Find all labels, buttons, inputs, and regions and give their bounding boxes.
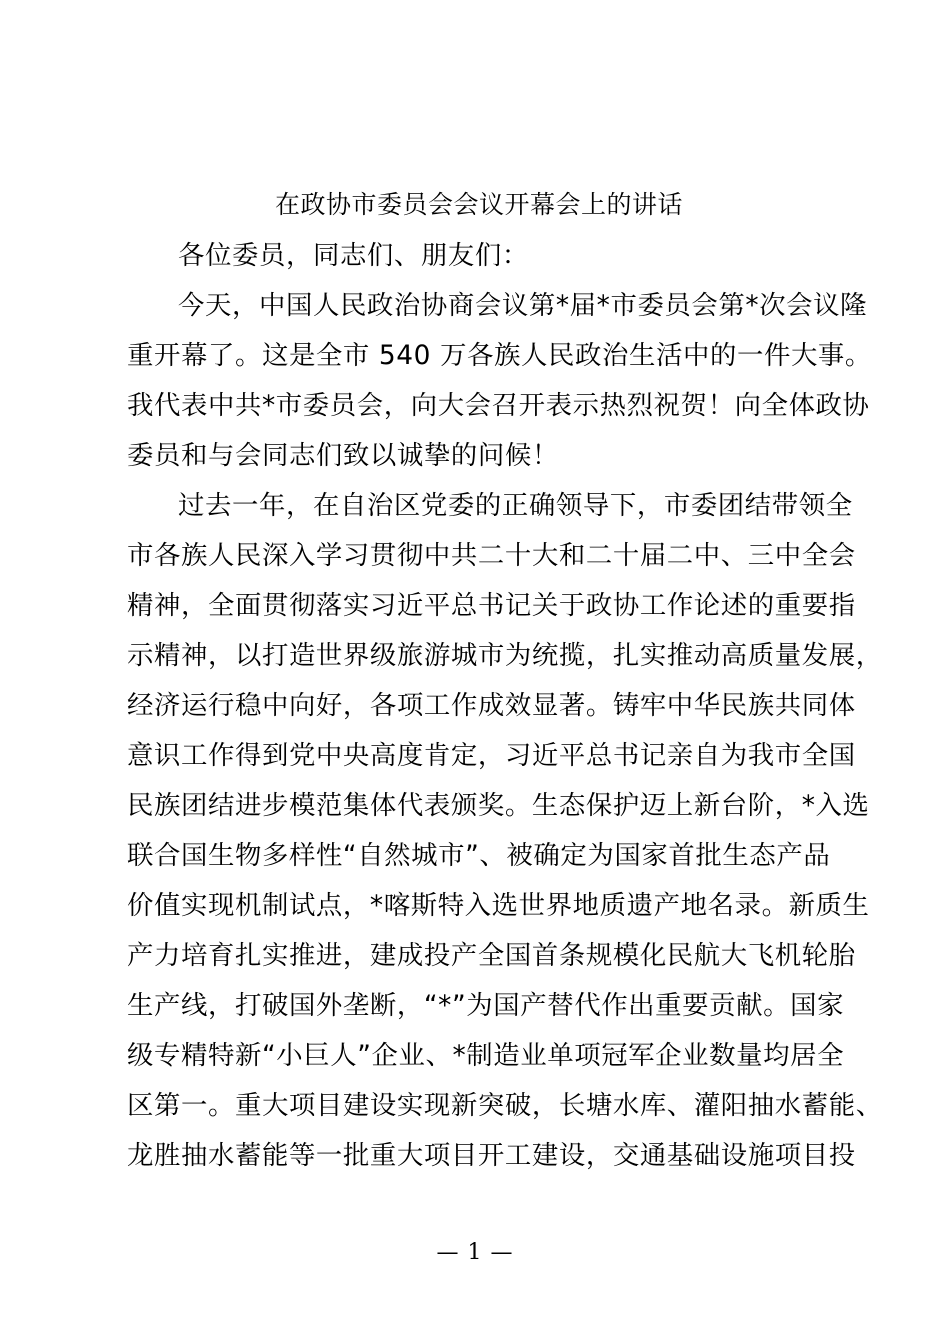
body-line: 重开幕了。这是全市 540 万各族人民政治生活中的一件大事。 bbox=[127, 340, 872, 371]
body-line: 委员和与会同志们致以诚挚的问候！ bbox=[127, 440, 559, 471]
body-line: 示精神，以打造世界级旅游城市为统揽，扎实推动高质量发展， bbox=[127, 640, 883, 671]
body-line: 民族团结进步模范集体代表颁奖。生态保护迈上新台阶，*入选 bbox=[127, 790, 870, 821]
body-line: 意识工作得到党中央高度肯定，习近平总书记亲自为我市全国 bbox=[127, 740, 856, 771]
body-line: 联合国生物多样性“自然城市”、被确定为国家首批生态产品 bbox=[127, 840, 831, 871]
document-title: 在政协市委员会会议开幕会上的讲话 bbox=[274, 190, 683, 219]
body-line: 生产线，打破国外垄断，“*”为国产替代作出重要贡献。国家 bbox=[127, 990, 845, 1021]
body-line: 我代表中共*市委员会，向大会召开表示热烈祝贺！向全体政协 bbox=[127, 390, 870, 421]
body-line: 市各族人民深入学习贯彻中共二十大和二十届二中、三中全会 bbox=[127, 540, 856, 571]
body-line: 精神，全面贯彻落实习近平总书记关于政协工作论述的重要指 bbox=[127, 590, 856, 621]
body-line: 区第一。重大项目建设实现新突破，长塘水库、灌阳抽水蓄能、 bbox=[127, 1090, 883, 1121]
body-line: 产力培育扎实推进，建成投产全国首条规模化民航大飞机轮胎 bbox=[127, 940, 856, 971]
body-line: 经济运行稳中向好，各项工作成效显著。铸牢中华民族共同体 bbox=[127, 690, 856, 721]
body-line: 价值实现机制试点，*喀斯特入选世界地质遗产地名录。新质生 bbox=[127, 890, 870, 921]
page-number: — 1 — bbox=[436, 1240, 514, 1265]
body-line: 过去一年，在自治区党委的正确领导下，市委团结带领全 bbox=[178, 490, 853, 521]
body-line: 各位委员，同志们、朋友们： bbox=[178, 240, 529, 271]
body-line: 龙胜抽水蓄能等一批重大项目开工建设，交通基础设施项目投 bbox=[127, 1140, 856, 1171]
body-line: 今天，中国人民政治协商会议第*届*市委员会第*次会议隆 bbox=[178, 290, 868, 321]
body-line: 级专精特新“小巨人”企业、*制造业单项冠军企业数量均居全 bbox=[127, 1040, 845, 1071]
